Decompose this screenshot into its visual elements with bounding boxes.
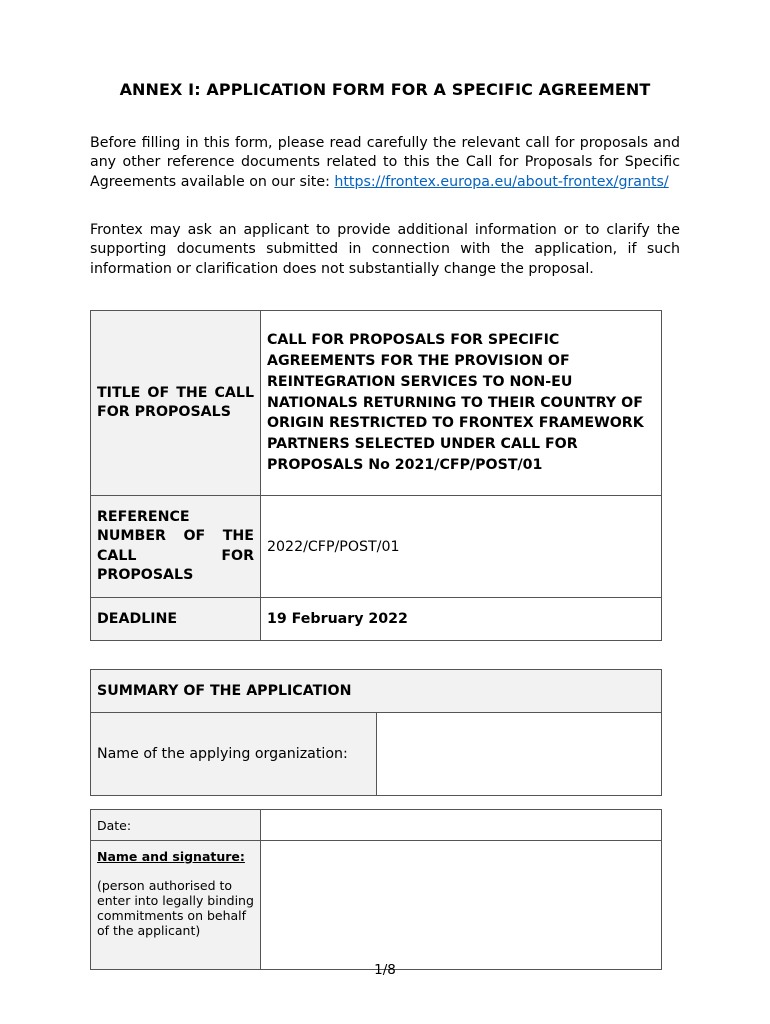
deadline-row xyxy=(91,598,662,641)
deadline-label: DEADLINE xyxy=(91,598,261,641)
deadline-value: 19 February 2022 xyxy=(261,598,662,641)
grants-link[interactable]: https://frontex.europa.eu/about-frontex/grants/ xyxy=(334,173,669,190)
intro-paragraph xyxy=(90,134,680,192)
summary-heading: SUMMARY OF THE APPLICATION xyxy=(91,670,662,713)
summary-table xyxy=(90,669,662,796)
document-title: ANNEX I: APPLICATION FORM FOR A SPECIFIC AGREEMENT xyxy=(119,80,651,99)
reference-label-cell xyxy=(91,496,261,598)
clarification-paragraph: Frontex may ask an applicant to provide additional information or to clarify the supporting documents submitted in connection with the application, if such information or clarification does not substantially change the proposal. xyxy=(90,222,680,277)
signature-table xyxy=(90,809,662,970)
signature-note: (person authorised to enter into legally binding commitments on behalf of the applicant) xyxy=(97,878,254,938)
reference-label: REFERENCE NUMBER OF THE CALL FOR PROPOSALS xyxy=(97,508,254,583)
title-label-cell xyxy=(91,311,261,496)
date-row xyxy=(91,810,662,841)
title-label: TITLE OF THE CALL FOR PROPOSALS xyxy=(97,384,254,420)
signature-field[interactable] xyxy=(261,841,662,970)
signature-label: Name and signature: xyxy=(97,849,245,864)
date-field[interactable] xyxy=(261,810,662,841)
signature-label-cell xyxy=(91,841,261,970)
date-label: Date: xyxy=(91,810,261,841)
reference-row xyxy=(91,496,662,598)
signature-row xyxy=(91,841,662,970)
organization-label: Name of the applying organization: xyxy=(91,713,377,796)
summary-heading-row xyxy=(91,670,662,713)
intro-text: Before filling in this form, please read carefully the relevant call for proposals and any other reference documents related to this the Call for Proposals for Specific Agreements available on our site: xyxy=(90,135,680,190)
title-value: CALL FOR PROPOSALS FOR SPECIFIC AGREEMENTS FOR THE PROVISION OF REINTEGRATION SERVICES TO NON-EU NATIONALS RETURNING TO THEIR COUNTRY OF ORIGIN RESTRICTED TO FRONTEX FRAMEWORK PARTNERS SELECTED UNDER CALL FOR PROPOSALS No 2021/CFP/POST/01 xyxy=(261,311,662,496)
page-number: 1/8 xyxy=(374,962,396,978)
title-row xyxy=(91,311,662,496)
call-details-table xyxy=(90,310,662,641)
organization-field[interactable] xyxy=(376,713,662,796)
organization-row xyxy=(91,713,662,796)
reference-value: 2022/CFP/POST/01 xyxy=(261,496,662,598)
